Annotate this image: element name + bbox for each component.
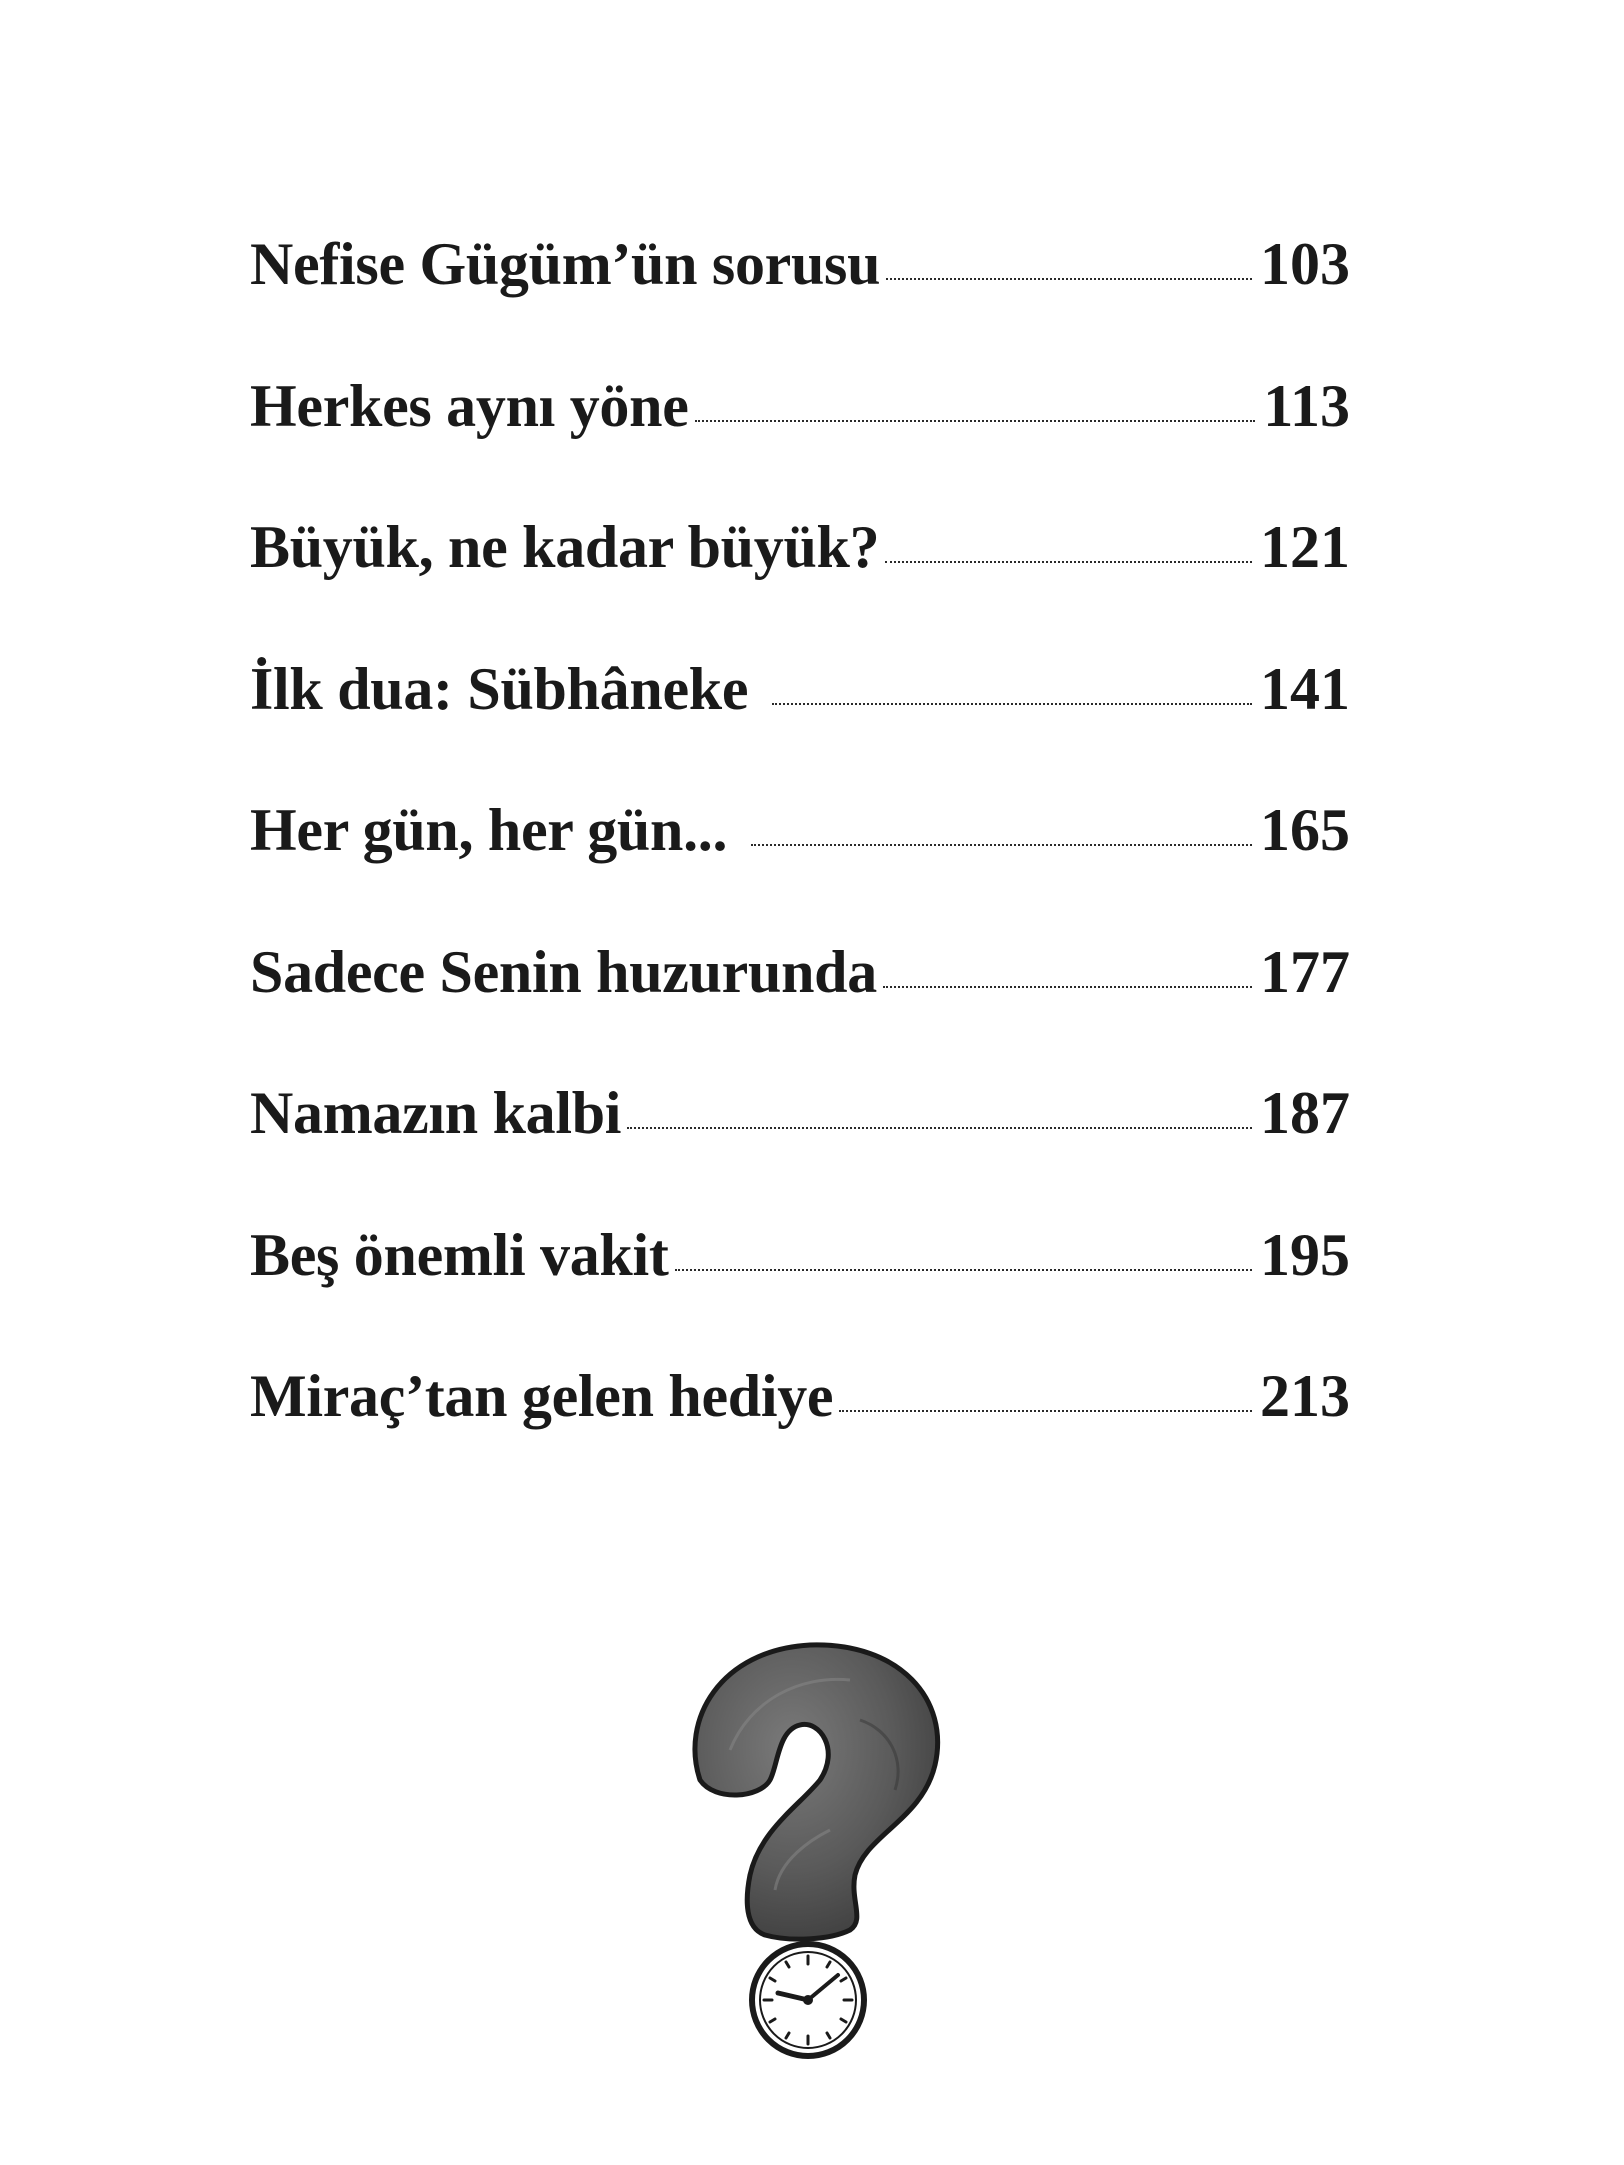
toc-entry-title: Sadece Senin huzurunda	[250, 938, 877, 1005]
toc-entry-title: Beş önemli vakit	[250, 1221, 669, 1288]
toc-entry-title: Nefise Gügüm’ün sorusu	[250, 231, 881, 297]
toc-entry[interactable]	[250, 513, 1350, 655]
toc-entry[interactable]	[250, 1221, 1350, 1363]
table-of-contents	[250, 230, 1350, 1504]
dot-leader	[839, 1410, 1252, 1412]
dot-leader	[695, 420, 1256, 422]
question-mark-shape	[695, 1645, 938, 1939]
toc-entry-title: Herkes aynı yöne	[250, 372, 689, 439]
dot-leader	[886, 278, 1252, 280]
dot-leader	[772, 703, 1252, 705]
dot-leader	[885, 561, 1252, 563]
toc-entry-page: 165	[1260, 797, 1350, 863]
toc-entry-page: 195	[1260, 1221, 1350, 1288]
toc-entry-title: Miraç’tan gelen hediye	[250, 1363, 834, 1429]
toc-entry-page: 213	[1260, 1363, 1350, 1429]
dot-leader	[675, 1269, 1252, 1271]
toc-entry[interactable]	[250, 230, 1350, 372]
dot-leader	[883, 986, 1252, 988]
toc-entry[interactable]	[250, 655, 1350, 797]
toc-entry-title: Büyük, ne kadar büyük?	[250, 514, 880, 580]
toc-entry-title: Her gün, her gün...	[250, 797, 728, 863]
dot-leader	[751, 844, 1252, 846]
toc-entry[interactable]	[250, 796, 1350, 938]
toc-entry-title: İlk dua: Sübhâneke	[250, 655, 749, 722]
question-mark-clock-icon	[660, 1630, 960, 2070]
toc-entry[interactable]	[250, 372, 1350, 514]
toc-entry-page: 177	[1260, 938, 1350, 1005]
question-mark-clock-illustration	[660, 1630, 960, 2070]
toc-entry[interactable]	[250, 1362, 1350, 1504]
toc-entry-title: Namazın kalbi	[250, 1080, 622, 1146]
toc-entry-page: 187	[1260, 1080, 1350, 1146]
toc-entry[interactable]	[250, 1079, 1350, 1221]
clock-icon	[752, 1944, 864, 2056]
toc-entry-page: 113	[1263, 372, 1350, 439]
toc-entry[interactable]	[250, 938, 1350, 1080]
toc-entry-page: 121	[1260, 514, 1350, 580]
toc-entry-page: 141	[1260, 655, 1350, 722]
dot-leader	[627, 1127, 1252, 1129]
toc-entry-page: 103	[1260, 231, 1350, 297]
